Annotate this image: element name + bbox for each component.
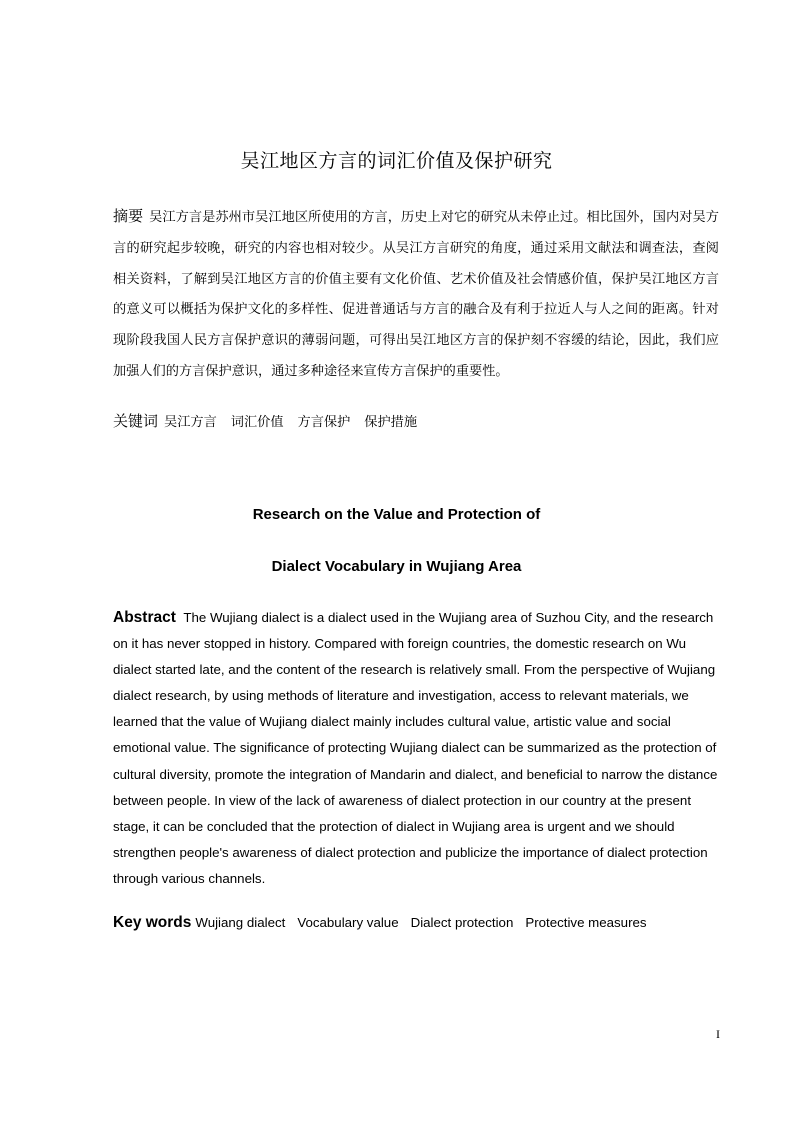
english-keywords	[113, 914, 733, 932]
english-title-line-2: Dialect Vocabulary in Wujiang Area	[271, 558, 522, 575]
chinese-keywords-label: 关键词	[113, 412, 159, 430]
english-title-line-1: Research on the Value and Protection of	[252, 506, 541, 523]
english-keyword: Protective measures	[525, 915, 647, 930]
english-abstract-text: The Wujiang dialect is a dialect used in the Wujiang area of Suzhou City, and the research on it has never stopped in history. Compared with foreign countries, the domestic research on Wu dialect started late, and the content of the research is relatively small. From the perspective of Wujiang dialect research, by using methods of literature and investigation, access to relevant materials, we learned that the value of Wujiang dialect mainly includes cultural value, artistic value and social emotional value. The significance of protecting Wujiang dialect can be summarized as the protection of cultural diversity, promote the integration of Mandarin and dialect, and beneficial to narrow the distance between people. In view of the lack of awareness of dialect protection in our country at the present stage, it can be concluded that the protection of dialect in Wujiang area is urgent and we should strengthen people's awareness of dialect protection and publicize the importance of dialect protection through various channels.	[113, 610, 718, 886]
english-keywords-label: Key words	[113, 914, 192, 931]
chinese-keyword: 方言保护	[297, 415, 351, 430]
chinese-abstract	[113, 201, 719, 388]
english-abstract	[113, 605, 721, 892]
chinese-keywords	[113, 410, 719, 431]
chinese-keyword: 词汇价值	[230, 415, 284, 430]
english-keyword: Wujiang dialect	[195, 915, 286, 930]
chinese-title: 吴江地区方言的词汇价值及保护研究	[240, 150, 553, 172]
english-keyword: Vocabulary value	[297, 915, 399, 930]
chinese-abstract-label: 摘要	[113, 207, 144, 225]
chinese-keyword: 吴江方言	[164, 415, 217, 430]
page-number: I	[716, 1027, 720, 1041]
chinese-keyword: 保护措施	[364, 415, 418, 430]
chinese-abstract-text: 吴江方言是苏州市吴江地区所使用的方言，历史上对它的研究从未停止过。相比国外，国内对吴方言的研究起步较晚，研究的内容也相对较少。从吴江方言研究的角度，通过采用文献法和调查法，查阅相关资料，了解到吴江地区方言的价值主要有文化价值、艺术价值及社会情感价值，保护吴江地区方言的意义可以概括为保护文化的多样性、促进普通话与方言的融合及有利于拉近人与人之间的距离。针对现阶段我国人民方言保护意识的薄弱问题，可得出吴江地区方言的保护刻不容缓的结论，因此，我们应加强人们的方言保护意识，通过多种途径来宣传方言保护的重要性。	[113, 210, 719, 379]
english-keyword: Dialect protection	[410, 915, 514, 930]
english-abstract-label: Abstract	[113, 609, 176, 626]
